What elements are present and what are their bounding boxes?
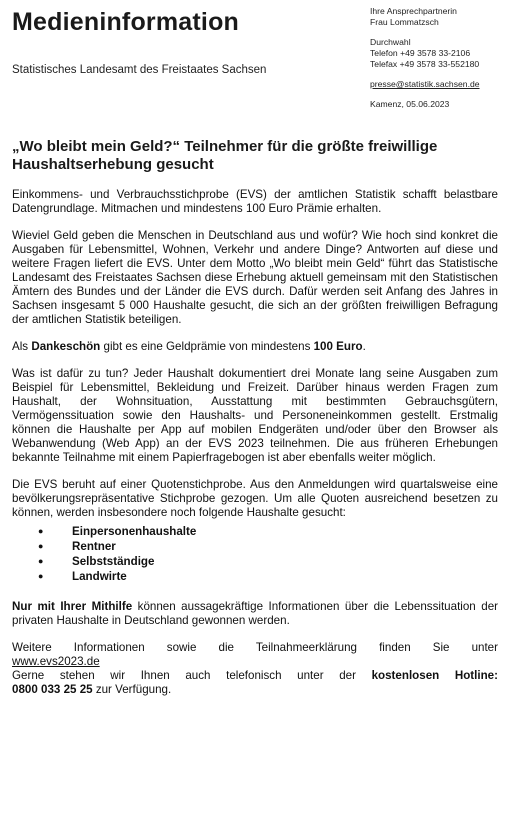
text: zur Verfügung. [92, 683, 172, 696]
dankeschoen-text: Dankeschön [31, 340, 101, 353]
hotline-line [12, 669, 498, 683]
contact-telefax: Telefax +49 3578 33-552180 [370, 59, 480, 69]
text: Als [12, 340, 32, 353]
paragraph-quoten: Die EVS beruht auf einer Quotenstichprobe. Aus den Anmeldungen wird quartalsweise eine bevölkerungsrepräsentative Stichprobe gezogen. Um alle Quoten ausreichend besetzen zu können, werden insbesondere noch folgende Haushalte gesucht: [12, 478, 498, 519]
contact-date: Kamenz, 05.06.2023 [370, 99, 450, 109]
text: . [362, 340, 366, 353]
list-item: ● Rentner [38, 539, 498, 554]
hotline-label: kostenlosen Hotline: [371, 669, 498, 682]
paragraph-info [12, 641, 498, 697]
list-item: ● Selbstständige [38, 554, 498, 569]
text: gibt es eine Geldprämie von mindestens [100, 340, 314, 353]
contact-block [370, 6, 480, 110]
text: Gerne stehen wir Ihnen auch telefonisch unter der [12, 669, 372, 682]
organization-name: Statistisches Landesamt des Freistaates Sachsen [12, 64, 267, 76]
page-title: Medieninformation [12, 8, 240, 36]
paragraph-praemie [12, 340, 498, 354]
headline: „Wo bleibt mein Geld?“ Teilnehmer für die größte freiwillige Haushaltserhebung gesucht [12, 138, 438, 173]
paragraph-intro: Einkommens- und Verbrauchsstichprobe (EVS) der amtlichen Statistik schafft belastbare Datengrundlage. Mitmachen und mindestens 100 Euro Prämie erhalten. [12, 188, 498, 215]
paragraph-mithilfe [12, 600, 498, 628]
contact-name: Frau Lommatzsch [370, 17, 439, 27]
contact-telefon: Telefon +49 3578 33-2106 [370, 48, 471, 58]
contact-label: Ihre Ansprechpartnerin [370, 6, 457, 16]
praemie-amount: 100 Euro [313, 340, 363, 353]
text: können aussagekräftige Informationen über die Lebenssituation der privaten Haushalte in Deutschland gewonnen werden. [12, 600, 499, 627]
info-line: Weitere Informationen sowie die Teilnahmeerklärung finden Sie unter [12, 641, 498, 654]
evs-website-link[interactable]: www.evs2023.de [12, 655, 100, 668]
household-list [12, 524, 498, 584]
article-body [12, 138, 498, 697]
mithilfe-bold: Nur mit Ihrer Mithilfe [12, 600, 133, 613]
contact-email-link[interactable]: presse@statistik.sachsen.de [370, 79, 480, 89]
hotline-number: 0800 033 25 25 [12, 683, 93, 696]
list-item: ● Einpersonenhaushalte [38, 524, 498, 539]
contact-durchwahl: Durchwahl [370, 37, 411, 47]
paragraph-ablauf: Was ist dafür zu tun? Jeder Haushalt dokumentiert drei Monate lang seine Ausgaben zum Beispiel für Lebensmittel, Bekleidung und Freizeit. Darüber hinaus werden Fragen zum Haushalt, der Wohnsituation, Ausstattung mit bestimmten Gebrauchsgütern, Vermögenssituation sowie den Haushalts- und Personeneinkommen gestellt. Erstmalig können die Haushalte per App auf mobilen Endgeräten und/oder über den Browser als Webanwendung (Web App) an der EVS 2023 teilnehmen. Die aus früheren Erhebungen bekannte Teilnahme mit einem Papierfragebogen ist aber ebenfalls weiter möglich. [12, 367, 498, 464]
paragraph-evs: Wieviel Geld geben die Menschen in Deutschland aus und wofür? Wie hoch sind konkret die Ausgaben für Lebensmittel, Wohnen, Verkehr und andere Dinge? Antworten auf diese und weitere Fragen liefert die EVS. Unter dem Motto „Wo bleibt mein Geld“ führt das Statistische Landesamt des Freistaates Sachsen diese Erhebung aktuell gemeinsam mit den Statistischen Ämtern des Bundes und der Länder die EVS durch. Dafür werden seit Anfang des Jahres in Sachsen insgesamt 5 000 Haushalte gesucht, die sich an der größten freiwilligen Befragung der amtlichen Statistik beteiligen. [12, 229, 498, 326]
list-item: ● Landwirte [38, 569, 498, 584]
